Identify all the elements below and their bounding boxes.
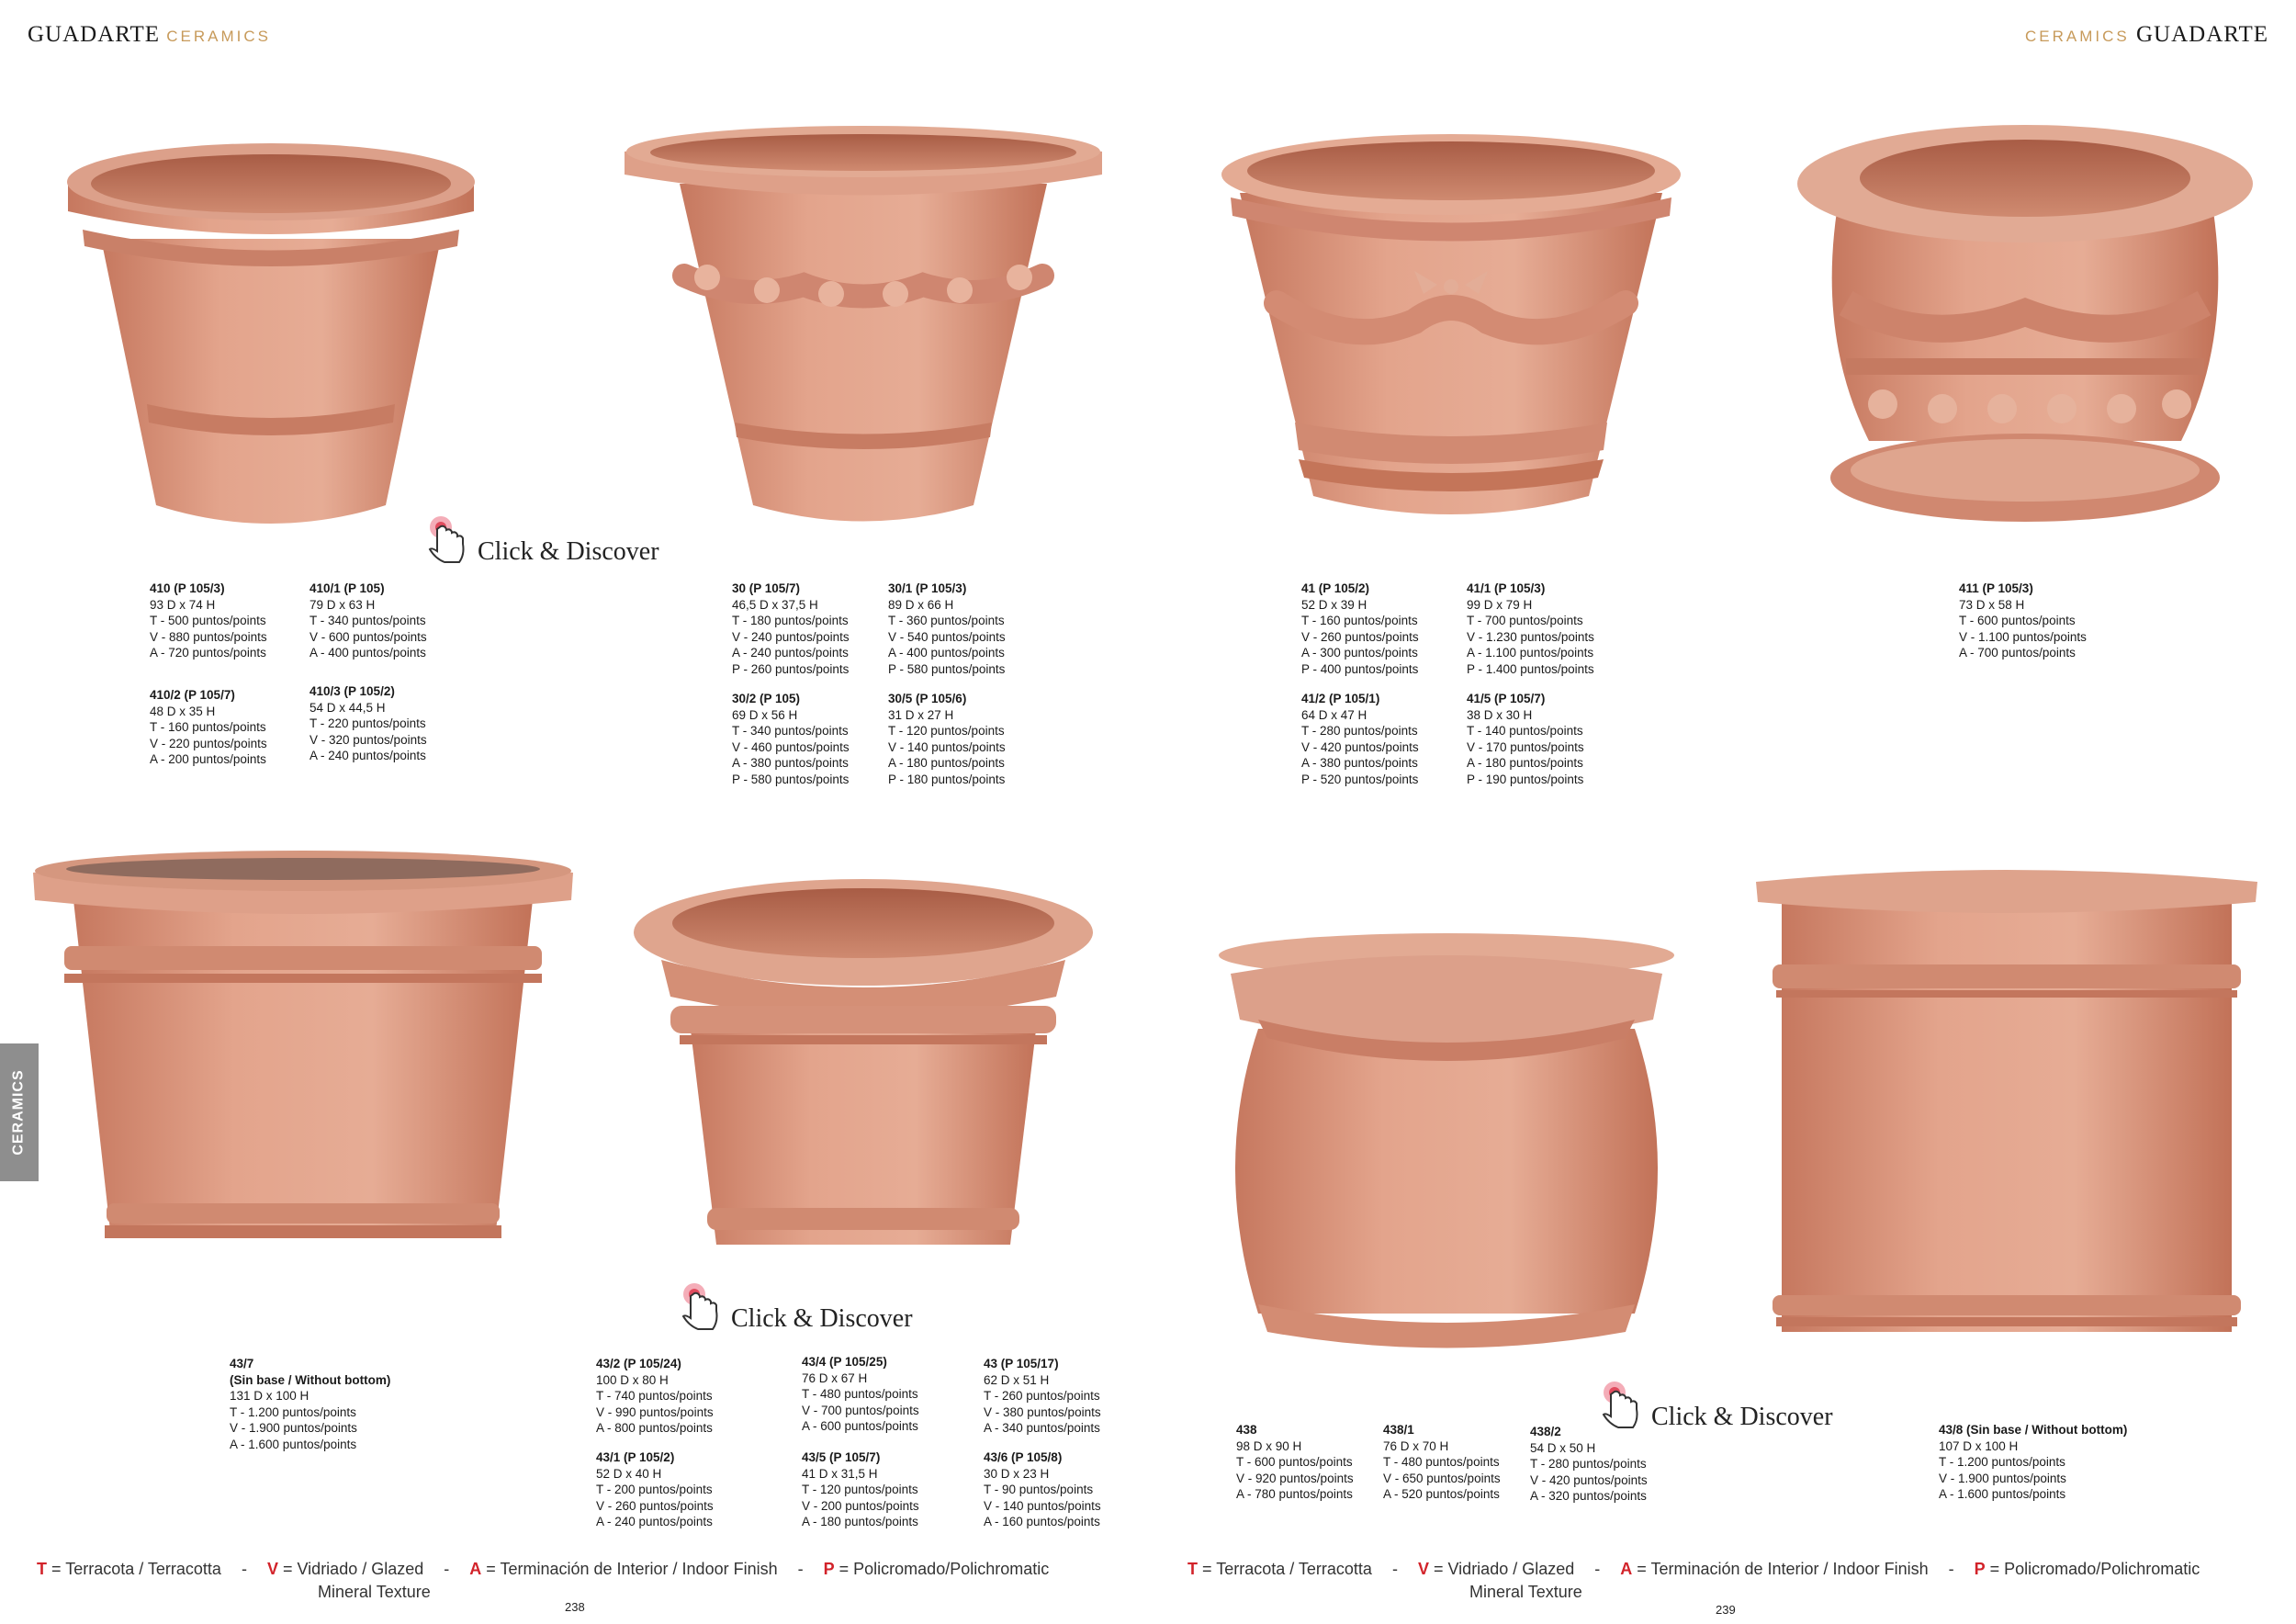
spec-30-2 — [732, 691, 850, 787]
spec-line: A - 1.600 puntos/points — [230, 1437, 357, 1451]
spec-dims: 98 D x 90 H — [1236, 1438, 1302, 1453]
spec-code: 411 (P 105/3) — [1959, 581, 2033, 595]
spec-code: 410/3 (P 105/2) — [310, 684, 395, 698]
spec-line: T - 220 puntos/points — [310, 716, 426, 730]
spec-line: P - 520 puntos/points — [1301, 772, 1419, 786]
brand-sub: CERAMICS — [2025, 28, 2130, 45]
click-discover-button-2[interactable] — [678, 1281, 913, 1333]
spec-line: V - 650 puntos/points — [1383, 1471, 1501, 1485]
spec-line: V - 420 puntos/points — [1530, 1472, 1648, 1487]
spec-dims: 89 D x 66 H — [888, 597, 954, 612]
spec-line: V - 990 puntos/points — [596, 1404, 714, 1419]
spec-dims: 76 D x 70 H — [1383, 1438, 1449, 1453]
spec-dims: 73 D x 58 H — [1959, 597, 2025, 612]
spec-code: 410/2 (P 105/7) — [150, 688, 235, 702]
spec-line: V - 540 puntos/points — [888, 629, 1006, 644]
legend-left-sub: Mineral Texture — [318, 1583, 431, 1601]
spec-line: T - 280 puntos/points — [1530, 1457, 1647, 1471]
spec-code: 43/1 (P 105/2) — [596, 1450, 675, 1464]
spec-line: T - 160 puntos/points — [150, 720, 266, 734]
spec-line: V - 1.900 puntos/points — [1939, 1471, 2066, 1485]
planter-43-8-photo — [1745, 863, 2268, 1350]
legend-text: = Terracota / Terracotta — [51, 1560, 221, 1578]
spec-41 — [1301, 581, 1419, 677]
spec-line: V - 200 puntos/points — [802, 1498, 919, 1513]
spec-line: A - 700 puntos/points — [1959, 646, 2076, 660]
legend-separator: - — [1594, 1560, 1601, 1578]
spec-code: 43/6 (P 105/8) — [984, 1450, 1063, 1464]
spec-line: V - 420 puntos/points — [1301, 739, 1419, 754]
spec-code: 43/8 (Sin base / Without bottom) — [1939, 1423, 2128, 1437]
spec-line: A - 600 puntos/points — [802, 1419, 918, 1433]
planter-43-7-photo — [28, 845, 579, 1277]
legend-left — [37, 1560, 1049, 1579]
spec-438-2 — [1530, 1424, 1648, 1505]
spec-line: T - 280 puntos/points — [1301, 724, 1418, 738]
planter-438-photo — [1203, 928, 1690, 1369]
spec-dims: 62 D x 51 H — [984, 1372, 1050, 1387]
spec-dims: 79 D x 63 H — [310, 597, 376, 612]
spec-410-1 — [310, 581, 427, 661]
spec-code: 43/2 (P 105/24) — [596, 1357, 681, 1370]
spec-43-6 — [984, 1449, 1101, 1530]
legend-text: = Terracota / Terracotta — [1202, 1560, 1372, 1578]
spec-line: V - 460 puntos/points — [732, 739, 850, 754]
spec-41-1 — [1467, 581, 1594, 677]
spec-code: 30/2 (P 105) — [732, 692, 801, 705]
legend-separator: - — [241, 1560, 247, 1578]
spec-410-2 — [150, 687, 267, 768]
pointer-hand-icon — [678, 1281, 722, 1333]
left-brand — [28, 22, 271, 48]
spec-line: A - 800 puntos/points — [596, 1421, 713, 1435]
spec-dims: 99 D x 79 H — [1467, 597, 1533, 612]
click-discover-label: Click & Discover — [731, 1304, 913, 1333]
spec-dims: 54 D x 44,5 H — [310, 700, 386, 715]
spec-code: 41/2 (P 105/1) — [1301, 692, 1380, 705]
spec-line: V - 600 puntos/points — [310, 629, 427, 644]
legend-text: = Policromado/Polichromatic — [838, 1560, 1050, 1578]
planter-410-photo — [28, 110, 514, 551]
spec-line: T - 360 puntos/points — [888, 614, 1005, 627]
spec-438 — [1236, 1422, 1354, 1503]
spec-line: T - 600 puntos/points — [1959, 614, 2076, 627]
spec-dims: 100 D x 80 H — [596, 1372, 669, 1387]
spec-line: P - 260 puntos/points — [732, 661, 850, 676]
spec-line: T - 340 puntos/points — [310, 614, 426, 627]
spec-line: A - 380 puntos/points — [732, 756, 849, 770]
legend-text: = Terminación de Interior / Indoor Finish — [1637, 1560, 1929, 1578]
legend-text: = Policromado/Polichromatic — [1989, 1560, 2200, 1578]
spec-dims: 52 D x 39 H — [1301, 597, 1367, 612]
spec-line: A - 400 puntos/points — [310, 646, 426, 660]
spec-43-7 — [230, 1356, 390, 1452]
spec-line: A - 240 puntos/points — [310, 749, 426, 762]
spec-code: 43/4 (P 105/25) — [802, 1355, 887, 1369]
spec-line: V - 170 puntos/points — [1467, 739, 1584, 754]
spec-line: P - 580 puntos/points — [732, 772, 850, 786]
spec-line: T - 260 puntos/points — [984, 1389, 1100, 1403]
planter-30-photo — [606, 119, 1120, 551]
spec-dims: 69 D x 56 H — [732, 707, 798, 722]
legend-right — [1187, 1560, 2200, 1579]
page-number-left: 238 — [565, 1600, 585, 1614]
spec-line: A - 180 puntos/points — [888, 756, 1005, 770]
spec-line: A - 320 puntos/points — [1530, 1489, 1647, 1503]
spec-line: A - 380 puntos/points — [1301, 756, 1418, 770]
legend-separator: - — [1391, 1560, 1398, 1578]
spec-line: A - 180 puntos/points — [1467, 756, 1583, 770]
spec-line: V - 1.900 puntos/points — [230, 1421, 357, 1435]
spec-line: T - 700 puntos/points — [1467, 614, 1583, 627]
spec-line: V - 880 puntos/points — [150, 629, 267, 644]
spec-line: T - 1.200 puntos/points — [1939, 1455, 2065, 1469]
spec-line: T - 200 puntos/points — [596, 1483, 713, 1496]
spec-41-2 — [1301, 691, 1419, 787]
spec-line: T - 480 puntos/points — [802, 1387, 918, 1401]
spec-dims: 131 D x 100 H — [230, 1389, 310, 1403]
spec-line: T - 120 puntos/points — [802, 1483, 918, 1496]
planter-411-photo — [1782, 110, 2268, 551]
spec-code: 410/1 (P 105) — [310, 581, 385, 595]
legend-key: T — [1187, 1560, 1198, 1578]
spec-line: V - 140 puntos/points — [984, 1498, 1101, 1513]
spec-line: A - 1.600 puntos/points — [1939, 1487, 2066, 1501]
legend-separator: - — [1948, 1560, 1954, 1578]
spec-30-1 — [888, 581, 1006, 677]
spec-note: (Sin base / Without bottom) — [230, 1372, 391, 1387]
spec-30-5 — [888, 691, 1006, 787]
spec-line: P - 400 puntos/points — [1301, 661, 1419, 676]
planter-43-2-photo — [625, 877, 1102, 1281]
spec-code: 30/5 (P 105/6) — [888, 692, 967, 705]
spec-43-4 — [802, 1354, 919, 1435]
spec-code: 41 (P 105/2) — [1301, 581, 1370, 595]
spec-43-5 — [802, 1449, 919, 1530]
spec-code: 43/5 (P 105/7) — [802, 1450, 881, 1464]
spec-line: P - 580 puntos/points — [888, 661, 1006, 676]
spec-30 — [732, 581, 850, 677]
spec-line: A - 160 puntos/points — [984, 1515, 1100, 1528]
click-discover-button-1[interactable] — [424, 514, 659, 566]
spec-code: 43/7 — [230, 1357, 254, 1370]
legend-key: T — [37, 1560, 47, 1578]
spec-line: P - 180 puntos/points — [888, 772, 1006, 786]
spec-dims: 41 D x 31,5 H — [802, 1466, 878, 1481]
brand-sub: CERAMICS — [166, 28, 271, 45]
spec-line: T - 340 puntos/points — [732, 724, 849, 738]
spec-line: A - 240 puntos/points — [732, 646, 849, 660]
spec-code: 438/1 — [1383, 1423, 1414, 1437]
spec-line: T - 500 puntos/points — [150, 614, 266, 627]
spec-dims: 31 D x 27 H — [888, 707, 954, 722]
legend-separator: - — [797, 1560, 804, 1578]
spec-code: 30 (P 105/7) — [732, 581, 801, 595]
spec-line: V - 240 puntos/points — [732, 629, 850, 644]
legend-separator: - — [444, 1560, 450, 1578]
spec-438-1 — [1383, 1422, 1501, 1503]
spec-410 — [150, 581, 267, 661]
spec-43-8 — [1939, 1422, 2127, 1503]
spec-code: 43 (P 105/17) — [984, 1357, 1059, 1370]
spec-line: T - 160 puntos/points — [1301, 614, 1418, 627]
legend-text: = Vidriado / Glazed — [282, 1560, 424, 1578]
spec-code: 410 (P 105/3) — [150, 581, 225, 595]
spec-dims: 107 D x 100 H — [1939, 1438, 2019, 1453]
spec-line: V - 1.230 puntos/points — [1467, 629, 1594, 644]
spec-line: P - 1.400 puntos/points — [1467, 661, 1594, 676]
spec-code: 41/5 (P 105/7) — [1467, 692, 1546, 705]
spec-line: T - 180 puntos/points — [732, 614, 849, 627]
spec-line: V - 380 puntos/points — [984, 1404, 1101, 1419]
spec-dims: 38 D x 30 H — [1467, 707, 1533, 722]
spec-dims: 48 D x 35 H — [150, 704, 216, 718]
spec-line: V - 140 puntos/points — [888, 739, 1006, 754]
spec-line: A - 520 puntos/points — [1383, 1487, 1500, 1501]
click-discover-label: Click & Discover — [1651, 1403, 1833, 1431]
legend-text: = Vidriado / Glazed — [1433, 1560, 1575, 1578]
spec-dims: 52 D x 40 H — [596, 1466, 662, 1481]
spec-line: T - 120 puntos/points — [888, 724, 1005, 738]
spec-line: T - 140 puntos/points — [1467, 724, 1583, 738]
spec-line: T - 1.200 puntos/points — [230, 1404, 356, 1419]
spec-line: A - 200 puntos/points — [150, 752, 266, 766]
spec-line: V - 700 puntos/points — [802, 1403, 919, 1417]
legend-key: V — [1417, 1560, 1429, 1578]
spec-line: V - 220 puntos/points — [150, 736, 267, 750]
spec-line: V - 260 puntos/points — [1301, 629, 1419, 644]
spec-43-1 — [596, 1449, 714, 1530]
spec-41-5 — [1467, 691, 1584, 787]
spec-line: T - 600 puntos/points — [1236, 1455, 1353, 1469]
spec-line: A - 1.100 puntos/points — [1467, 646, 1594, 660]
spec-line: A - 340 puntos/points — [984, 1421, 1100, 1435]
spec-dims: 76 D x 67 H — [802, 1370, 868, 1385]
spec-dims: 64 D x 47 H — [1301, 707, 1367, 722]
legend-key: A — [1620, 1560, 1633, 1578]
spec-line: T - 480 puntos/points — [1383, 1455, 1500, 1469]
spec-dims: 54 D x 50 H — [1530, 1440, 1596, 1455]
spec-code: 438/2 — [1530, 1425, 1561, 1438]
side-tab-label: CERAMICS — [11, 1069, 27, 1156]
spec-line: P - 190 puntos/points — [1467, 772, 1584, 786]
spec-411 — [1959, 581, 2087, 661]
brand-name: GUADARTE — [2136, 22, 2268, 47]
spec-dims: 30 D x 23 H — [984, 1466, 1050, 1481]
page-number-right: 239 — [1716, 1603, 1736, 1617]
spec-code: 30/1 (P 105/3) — [888, 581, 967, 595]
legend-text: = Terminación de Interior / Indoor Finish — [486, 1560, 778, 1578]
legend-key: P — [823, 1560, 835, 1578]
spec-line: A - 780 puntos/points — [1236, 1487, 1353, 1501]
legend-key: P — [1974, 1560, 1986, 1578]
spec-dims: 46,5 D x 37,5 H — [732, 597, 818, 612]
spec-line: V - 320 puntos/points — [310, 732, 427, 747]
spec-line: A - 400 puntos/points — [888, 646, 1005, 660]
legend-key: V — [266, 1560, 278, 1578]
spec-line: V - 1.100 puntos/points — [1959, 629, 2087, 644]
legend-right-sub: Mineral Texture — [1469, 1583, 1582, 1601]
right-brand — [2025, 22, 2268, 48]
spec-43-2 — [596, 1356, 714, 1437]
spec-line: A - 720 puntos/points — [150, 646, 266, 660]
spec-line: A - 240 puntos/points — [596, 1515, 713, 1528]
spec-line: T - 90 puntos/points — [984, 1483, 1094, 1496]
click-discover-label: Click & Discover — [478, 537, 659, 566]
spec-line: V - 920 puntos/points — [1236, 1471, 1354, 1485]
pointer-hand-icon — [424, 514, 468, 566]
spec-code: 41/1 (P 105/3) — [1467, 581, 1546, 595]
spec-line: V - 260 puntos/points — [596, 1498, 714, 1513]
spec-43 — [984, 1356, 1101, 1437]
spec-line: A - 300 puntos/points — [1301, 646, 1418, 660]
spec-code: 438 — [1236, 1423, 1257, 1437]
spec-410-3 — [310, 683, 427, 764]
planter-41-photo — [1203, 110, 1699, 542]
spec-dims: 93 D x 74 H — [150, 597, 216, 612]
spec-line: A - 180 puntos/points — [802, 1515, 918, 1528]
brand-name: GUADARTE — [28, 22, 160, 47]
legend-key: A — [469, 1560, 482, 1578]
spec-line: T - 740 puntos/points — [596, 1389, 713, 1403]
